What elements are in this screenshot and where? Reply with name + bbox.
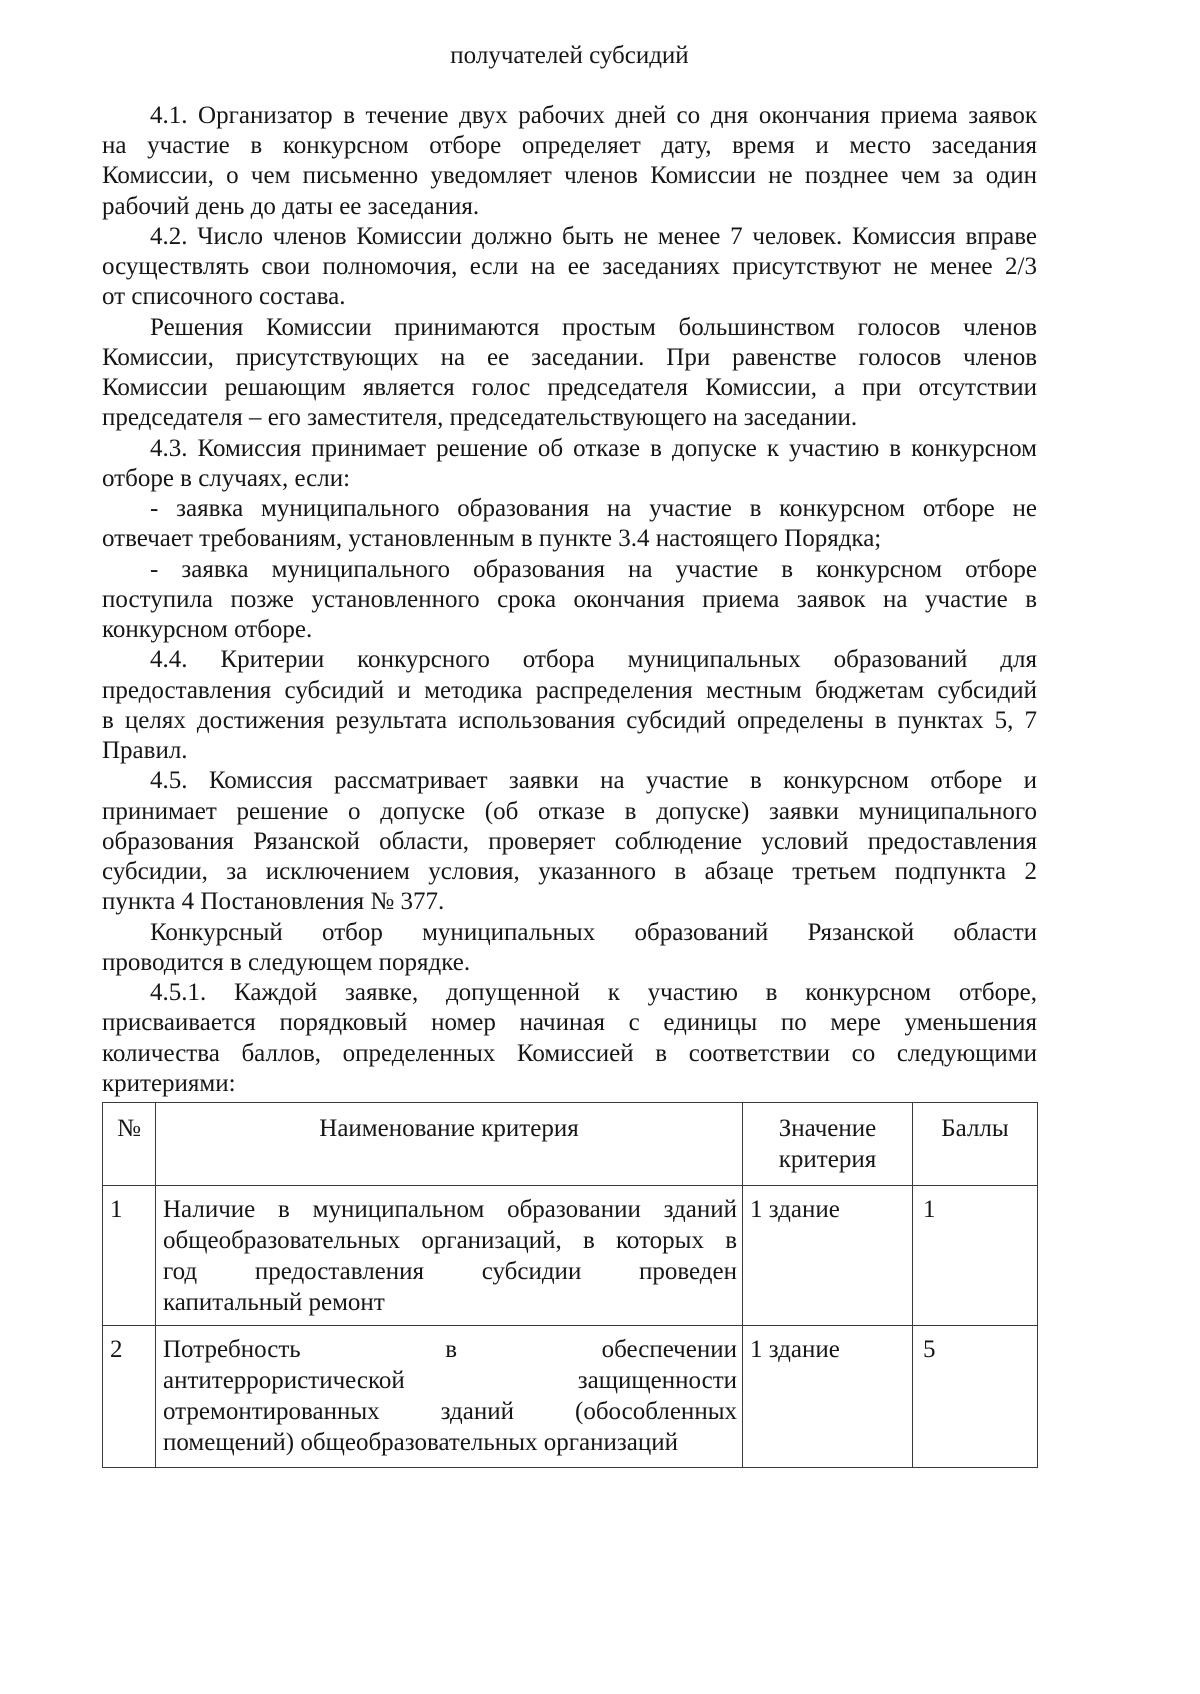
paragraph-decisions [102,313,1037,434]
text-line: 4.4. Критерии конкурсного отбора муниципальных образований для [150,646,1037,674]
text-line: осуществлять свои полномочия, если на ее заседаниях присутствуют не менее 2/3 [102,253,1037,280]
cell-line: Наличие в муниципальном образовании зданий [163,1196,737,1223]
text-line: пункта 4 Постановления № 377. [102,888,445,916]
text-line: Комиссии, о чем письменно уведомляет членов Комиссии не позднее чем за один [102,162,1037,190]
header-number: № [103,1103,156,1186]
header-criterion-value: Значение критерия [743,1103,913,1186]
text-line: предоставления субсидий и методика распределения местным бюджетам субсидий [102,676,1037,704]
text-line: 4.2. Число членов Комиссии должно быть не менее 7 человек. Комиссия вправе [150,222,1037,250]
text-line: от списочного состава. [102,283,346,311]
criteria-table [102,1102,1038,1468]
text-line: субсидии, за исключением условия, указанного в абзаце третьем подпункта 2 [102,858,1037,885]
text-line: отборе в случаях, если: [102,464,351,492]
text-line: Комиссии, присутствующих на ее заседании. При равенстве голосов членов [102,343,1037,371]
text-line: количества баллов, определенных Комиссией в соответствии со следующими [102,1039,1037,1067]
paragraph-4-3 [102,434,1037,495]
text-line: - заявка муниципального образования на участие в конкурсном отборе [150,555,1037,583]
paragraph-selection-order [102,918,1037,979]
page-heading: получателей субсидий [450,42,689,69]
table-row [103,1186,1038,1326]
text-line: присваивается порядковый номер начиная с единицы по мере уменьшения [102,1009,1037,1037]
cell-number: 1 [103,1186,156,1326]
text-line: на участие в конкурсном отборе определяет дату, время и место заседания [102,132,1037,159]
text-line: в целях достижения результата использования субсидий определены в пунктах 5, 7 [102,706,1037,734]
table-header-row [103,1103,1038,1186]
cell-line: капитальный ремонт [163,1289,385,1316]
list-item-requirements [102,494,1037,555]
text-line: Решения Комиссии принимаются простым большинством голосов членов [150,313,1037,341]
text-line: 4.5.1. Каждой заявке, допущенной к участию в конкурсном отборе, [150,979,1037,1006]
text-line: Комиссии решающим является голос председателя Комиссии, а при отсутствии [102,374,1037,401]
table-row [103,1326,1038,1468]
cell-criterion-name [156,1186,743,1326]
text-line: проводится в следующем порядке. [102,948,471,976]
cell-line: отремонтированных зданий (обособленных [163,1398,737,1425]
cell-line: год предоставления субсидии проведен [163,1258,737,1285]
cell-line: Потребность в обеспечении [163,1336,737,1363]
cell-line: общеобразовательных организаций, в которых в [163,1227,737,1254]
paragraph-4-2 [102,222,1037,313]
text-line: образования Рязанской области, проверяет соблюдение условий предоставления [102,827,1037,855]
text-line: критериями: [102,1069,236,1097]
cell-criterion-name [156,1326,743,1468]
text-line: поступила позже установленного срока окончания приема заявок на участие в [102,585,1037,613]
paragraph-4-5-1 [102,978,1037,1099]
paragraph-4-4 [102,645,1037,766]
document-body [102,41,1037,1099]
text-line: 4.3. Комиссия принимает решение об отказе в допуске к участию в конкурсном [150,434,1037,462]
cell-criterion-value: 1 здание [743,1186,913,1326]
cell-criterion-value: 1 здание [743,1326,913,1468]
cell-number: 2 [103,1326,156,1468]
text-line: председателя – его заместителя, председательствующего на заседании. [102,404,858,432]
cell-points: 1 [913,1186,1038,1326]
cell-line: помещений) общеобразовательных организаций [163,1429,678,1456]
text-line: - заявка муниципального образования на участие в конкурсном отборе не [150,495,1037,522]
text-line: конкурсном отборе. [102,616,313,643]
cell-points: 5 [913,1326,1038,1468]
cell-line: антитеррористической защищенности [163,1367,737,1394]
paragraph-4-5 [102,766,1037,917]
text-line: 4.1. Организатор в течение двух рабочих дней со дня окончания приема заявок [150,101,1037,129]
header-criterion-name: Наименование критерия [156,1103,743,1186]
text-line: Конкурсный отбор муниципальных образований Рязанской области [150,918,1037,946]
header-points: Баллы [913,1103,1038,1186]
text-line: отвечает требованиям, установленным в пункте 3.4 настоящего Порядка; [102,525,882,553]
text-line: 4.5. Комиссия рассматривает заявки на участие в конкурсном отборе и [150,767,1037,795]
text-line: Правил. [102,737,188,764]
text-line: принимает решение о допуске (об отказе в допуске) заявки муниципального [102,797,1037,825]
list-item-late-application [102,555,1037,646]
text-line: рабочий день до даты ее заседания. [102,192,480,220]
paragraph-4-1 [102,101,1037,222]
